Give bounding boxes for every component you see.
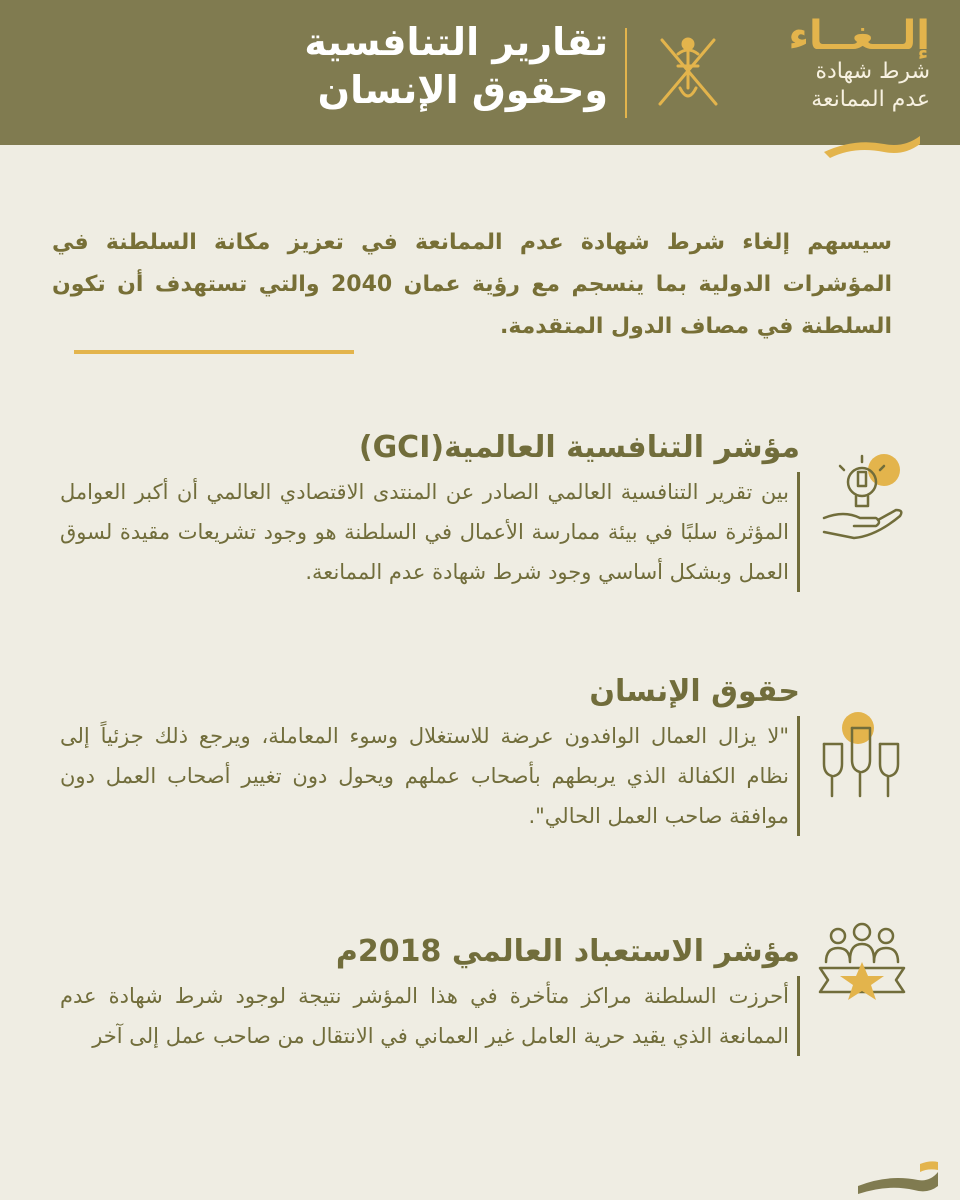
intro-paragraph: سيسهم إلغاء شرط شهادة عدم الممانعة في تعزيز مكانة السلطنة في المؤشرات الدولية بما ينسجم مع رؤية عمان 2040 والتي تستهدف أن تكون السلطنة في مصاف الدول المتقدمة.: [52, 230, 892, 339]
brand-line-1: شرط شهادة: [815, 59, 930, 84]
section-body: بين تقرير التنافسية العالمي الصادر عن المنتدى الاقتصادي العالمي أن أكبر العوامل المؤثرة سلبًا في بيئة ممارسة الأعمال في السلطنة هو وجود تشريعات مقيدة لسوق العمل وبشكل أساسي وجود شرط شهادة عدم الممانعة.: [60, 472, 800, 592]
ribbon-decoration: [858, 1160, 938, 1194]
header-bar: [0, 0, 960, 145]
ribbon-decoration: [824, 136, 920, 158]
hand-lightbulb-icon: [814, 452, 910, 548]
brand-line-2: عدم الممانعة: [811, 87, 930, 112]
section-gci: [60, 428, 800, 592]
section-title: مؤشر التنافسية العالمية(GCI): [358, 430, 800, 465]
oman-khanjar-emblem-icon: [650, 24, 726, 114]
section-slavery-index: [60, 932, 800, 1056]
section-human-rights: [60, 672, 800, 836]
section-body: "لا يزال العمال الوافدون عرضة للاستغلال وسوء المعاملة، ويرجع ذلك جزئياً إلى نظام الكفالة الذي يربطهم بأصحاب عملهم ويحول دون تغيير أصحاب العمل دون موافقة صاحب العمل الحالي".: [60, 716, 800, 836]
raised-hands-icon: [814, 704, 910, 800]
title-line-2: وحقوق الإنسان: [317, 68, 608, 112]
intro-divider: [74, 350, 354, 354]
title-line-1: تقارير التنافسية: [304, 20, 608, 64]
header-divider: [625, 28, 627, 118]
section-body: أحرزت السلطنة مراكز متأخرة في هذا المؤشر نتيجة لوجود شرط شهادة عدم الممانعة الذي يقيد حرية العامل غير العماني في الانتقال من صاحب عمل إلى آخر: [60, 976, 800, 1056]
brand-block: [730, 14, 930, 114]
page-title: [248, 18, 608, 114]
section-title: مؤشر الاستعباد العالمي 2018م: [335, 934, 800, 969]
people-star-icon: [814, 918, 910, 1014]
section-title: حقوق الإنسان: [589, 674, 800, 709]
brand-title: إلــغــاء: [788, 13, 930, 59]
